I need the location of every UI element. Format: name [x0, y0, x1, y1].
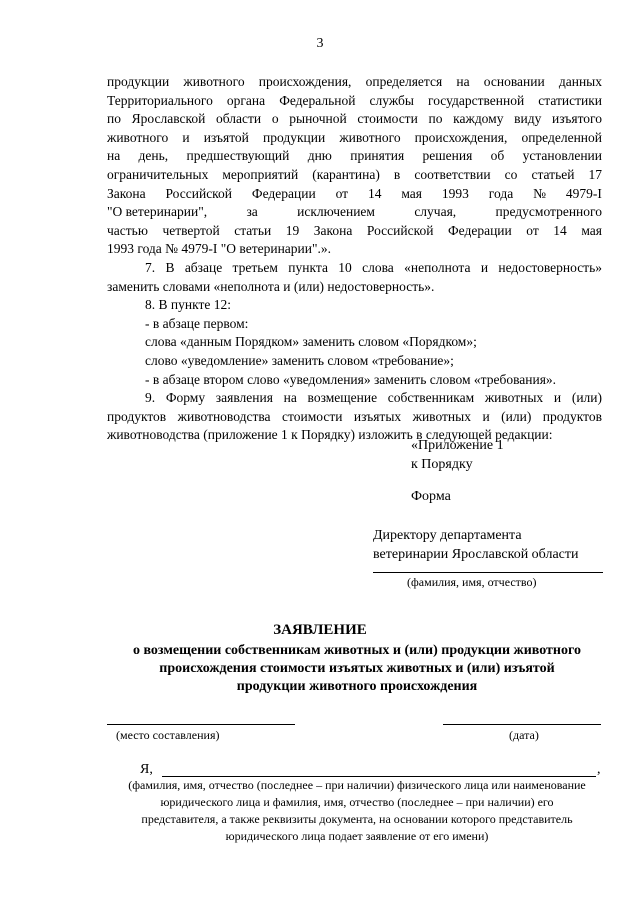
paragraph-line: по Ярославской области о рыночной стоимости по каждому виду изъятого — [107, 111, 602, 127]
paragraph-line — [107, 185, 602, 204]
fio-hint: (фамилия, имя, отчество) — [407, 575, 537, 589]
item-9-line-2: продуктов животноводства стоимости изъятых животных и (или) продуктов — [107, 408, 602, 424]
applicant-hint-line-1: (фамилия, имя, отчество (последнее – при наличии) физического лица или наименование — [128, 778, 586, 792]
paragraph-line: на день, предшествующий дню принятия решения об установлении — [107, 148, 602, 164]
item-7-line-2: заменить словами «неполнота и (или) недостоверность». — [107, 278, 435, 294]
word: исключением — [297, 204, 375, 220]
applicant-comma: , — [597, 762, 601, 777]
applicant-hint-line-2: юридического лица и фамилия, имя, отчество (последнее – при наличии) его — [160, 795, 554, 809]
item-8-second-paragraph: - в абзаце втором слово «уведомления» заменить словом «требования». — [145, 371, 557, 387]
appendix-title: «Приложение 1 — [411, 438, 504, 453]
paragraph-price-last-line: 1993 года № 4979-I "О ветеринарии".». — [107, 241, 332, 257]
applicant-label: Я, — [140, 762, 153, 777]
word: Российской — [165, 185, 233, 201]
word: мая — [401, 185, 422, 201]
word: 1993 — [441, 185, 469, 201]
item-9-line-3: животноводства (приложение 1 к Порядку) изложить в следующей редакции: — [107, 427, 553, 443]
word: 4979-I — [565, 185, 602, 201]
applicant-hint-line-3: представителя, а также реквизиты документа, на основании которого представитель — [141, 812, 573, 826]
word: предусмотренного — [495, 204, 602, 220]
word: года — [488, 185, 514, 201]
item-8-title: 8. В пункте 12: — [145, 297, 231, 313]
addressee-line-2: ветеринарии Ярославской области — [373, 547, 579, 562]
word: от — [335, 185, 349, 201]
paragraph-line — [107, 203, 602, 222]
item-8-first-paragraph: - в абзаце первом: — [145, 315, 249, 331]
paragraph-price-determination — [107, 73, 602, 240]
subtitle-line-1: о возмещении собственникам животных и (или) продукции животного — [132, 643, 582, 658]
paragraph-line: Территориального органа Федеральной службы государственной статистики — [107, 92, 602, 108]
paragraph-line: животного и изъятой продукции животного происхождения, определенной — [107, 129, 602, 145]
word: 14 — [367, 185, 382, 201]
subtitle-line-3: продукции животного происхождения — [236, 679, 478, 694]
document-subtitle — [107, 642, 607, 696]
paragraph-line: продукции животного происхождения, определяется на основании данных — [107, 74, 602, 89]
item-9-line-1: 9. Форму заявления на возмещение собственникам животных и (или) — [145, 390, 602, 406]
date-hint: (дата) — [509, 728, 539, 742]
page-number: 3 — [316, 36, 324, 51]
applicant-hint-line-4: юридического лица подает заявление от его имени) — [225, 829, 489, 843]
place-hint: (место составления) — [116, 728, 220, 742]
body-text — [107, 73, 602, 445]
paragraph-line: ограничительных мероприятий (карантина) в соответствии со статьей 17 — [107, 166, 602, 182]
form-label: Форма — [411, 489, 451, 504]
word: "О ветеринарии", — [107, 204, 208, 220]
item-7-line-1: 7. В абзаце третьем пункта 10 слова «неполнота и недостоверность» — [145, 259, 602, 275]
item-8-replace-words: слова «данным Порядком» заменить словом «Порядком»; — [145, 334, 477, 350]
word: Закона — [107, 185, 146, 201]
subtitle-line-2: происхождения стоимости изъятых животных и (или) изъятой — [159, 661, 555, 676]
date-underline — [443, 724, 601, 725]
document-title: ЗАЯВЛЕНИЕ — [273, 622, 367, 638]
place-underline — [107, 724, 295, 725]
item-8-replace-notice: слово «уведомление» заменить словом «требование»; — [145, 352, 454, 368]
appendix-heading — [411, 436, 504, 474]
paragraph-line: частью четвертой статьи 19 Закона Российской Федерации от 14 мая — [107, 222, 602, 238]
appendix-reference: к Порядку — [411, 457, 473, 472]
addressee — [373, 526, 578, 564]
word: случая, — [414, 204, 457, 220]
fio-underline — [373, 572, 603, 573]
addressee-line-1: Директору департамента — [373, 528, 522, 543]
word: Федерации — [251, 185, 316, 201]
applicant-hint — [107, 777, 607, 845]
word: за — [246, 204, 258, 220]
word: № — [533, 185, 546, 201]
